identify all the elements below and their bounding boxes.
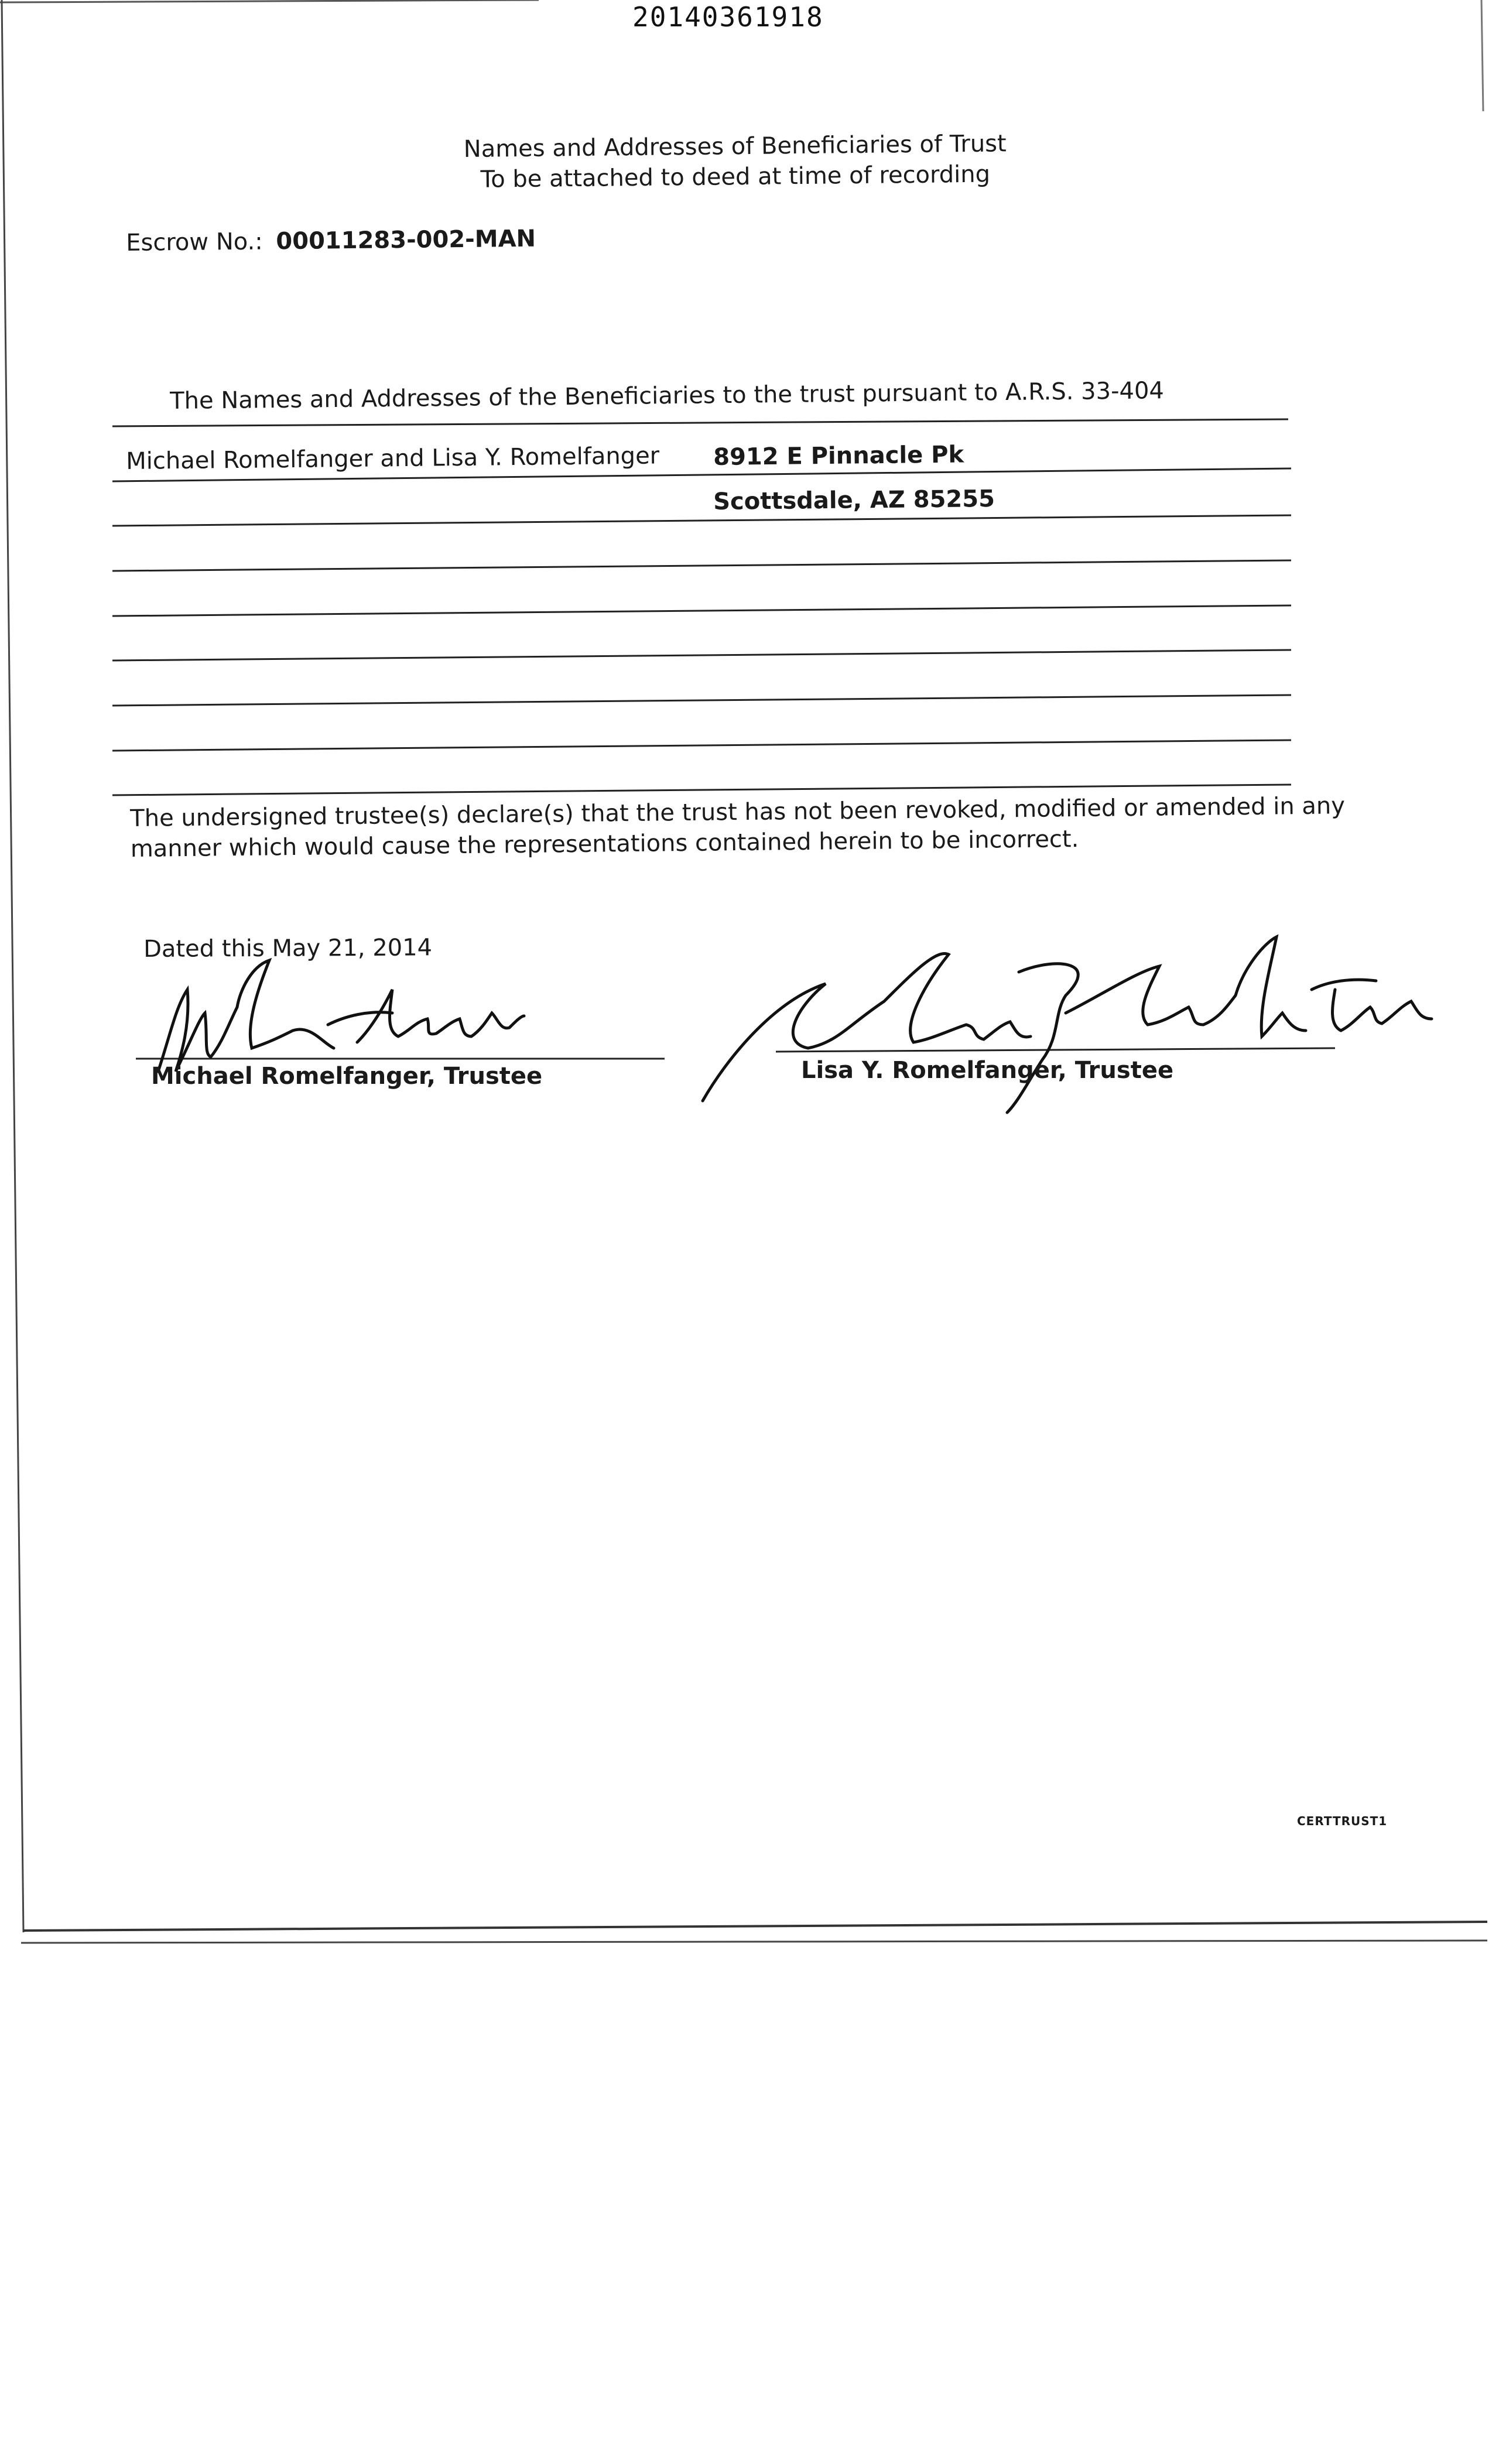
trustee-declaration: The undersigned trustee(s) declare(s) that the trust has not been revoked, modified or amended in any manner which would cause the representations contained herein to be incorrect. <box>130 792 1346 863</box>
document-title <box>410 128 1060 196</box>
escrow-label: Escrow No.: <box>126 228 263 256</box>
signature-lisa-romelfanger <box>691 925 1440 1118</box>
escrow-number <box>126 225 536 256</box>
beneficiary-names: Michael Romelfanger and Lisa Y. Romelfanger <box>126 442 660 475</box>
title-line-2: To be attached to deed at time of recording <box>480 160 991 193</box>
signature-1-printed-name: Michael Romelfanger, Trustee <box>151 1063 543 1090</box>
escrow-value: 00011283-002-MAN <box>276 225 536 255</box>
signature-2-printed-name: Lisa Y. Romelfanger, Trustee <box>801 1057 1174 1084</box>
beneficiaries-intro: The Names and Addresses of the Beneficiaries to the trust pursuant to A.R.S. 33-404 <box>170 377 1165 415</box>
beneficiary-address-line-2: Scottsdale, AZ 85255 <box>713 485 995 515</box>
recording-number: 20140361918 <box>632 1 824 33</box>
dated-line: Dated this May 21, 2014 <box>143 934 433 963</box>
title-line-1: Names and Addresses of Beneficiaries of Trust <box>463 130 1007 163</box>
form-code: CERTTRUST1 <box>1297 1814 1388 1828</box>
beneficiary-address-line-1: 8912 E Pinnacle Pk <box>713 441 964 471</box>
